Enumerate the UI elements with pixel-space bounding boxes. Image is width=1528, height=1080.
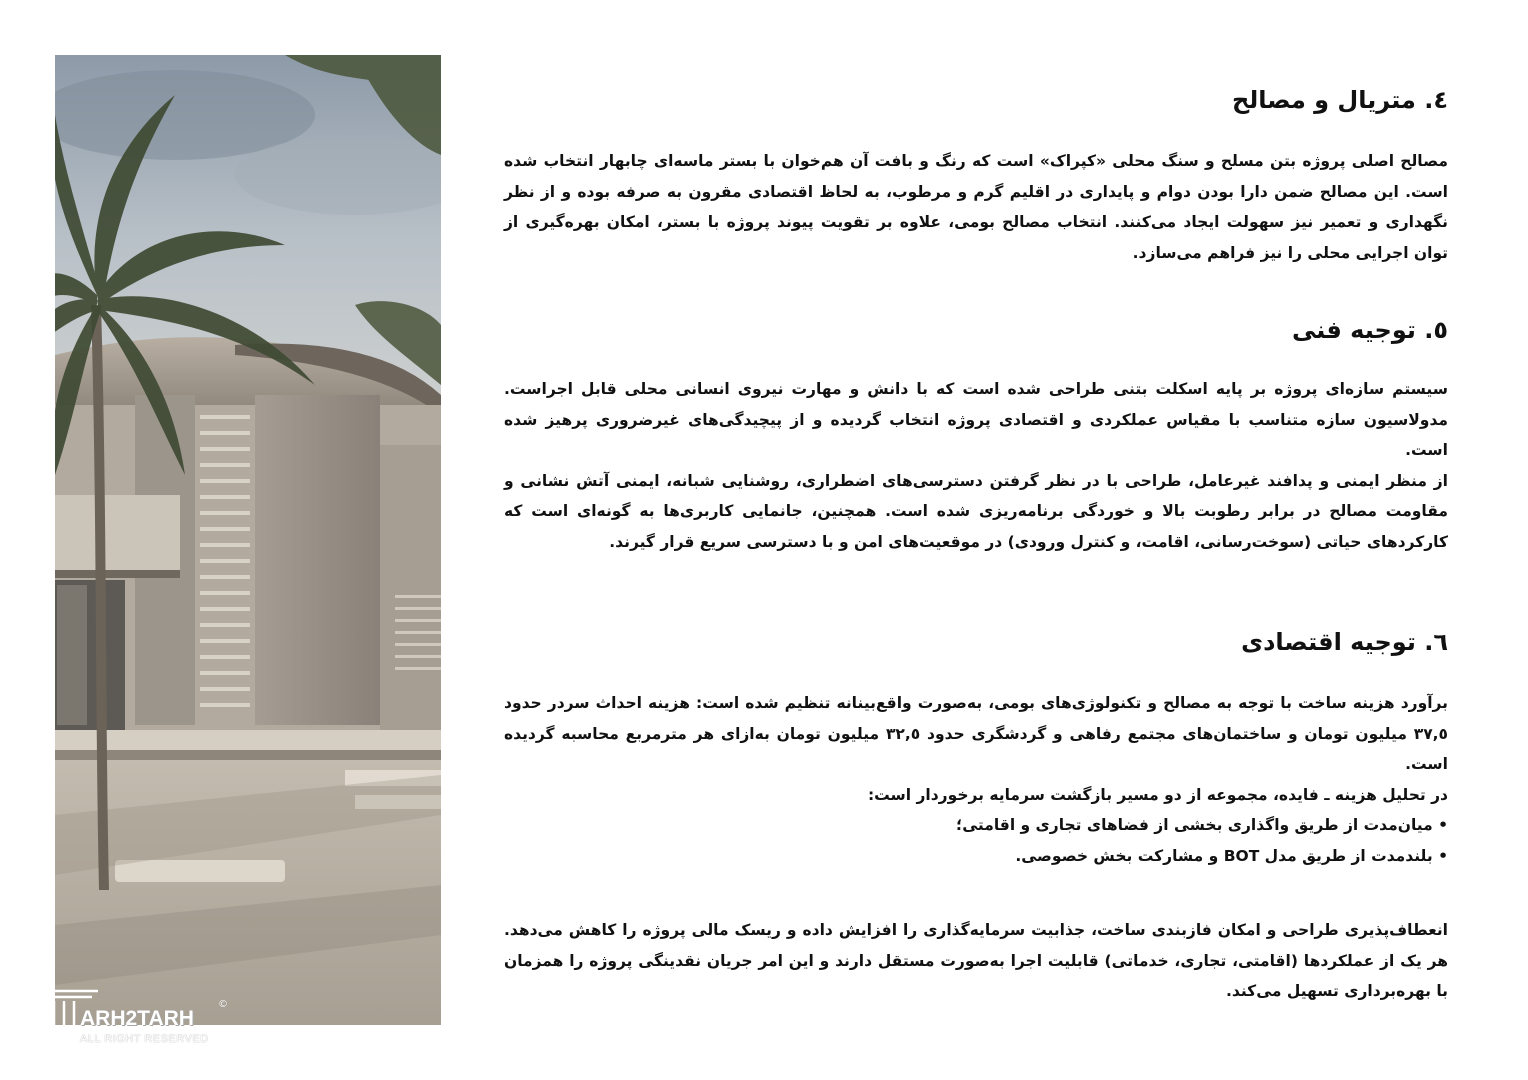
section-5-body-1: سیستم سازه‌ای پروژه بر پایه اسکلت بتنی طراحی شده است که با دانش و مهارت نیروی انسانی محلی قابل اجراست. مدولاسیون سازه متناسب با مقیاس عملکردی و اقتصادی پروژه انتخاب گردیده و از پیچیدگی‌های غیرضروری پرهیز شده است. (504, 380, 1448, 459)
watermark-logo (30, 985, 230, 1055)
copyright-mark: © (218, 999, 228, 1010)
section-6-body-1: برآورد هزینه ساخت با توجه به مصالح و تکنولوژی‌های بومی، به‌صورت واقع‌بینانه تنظیم شده است: هزینه احداث سردر حدود ٣٧,٥ میلیون تومان و ساختمان‌های مجتمع رفاهی و گردشگری حدود ٣٢,٥ میلیون تومان به‌ازای هر مترمربع محاسبه گردیده است. (504, 694, 1449, 773)
section-economic (504, 622, 1448, 1007)
watermark-brand-name: ARH2TARH (80, 1007, 194, 1030)
watermark-rights-text: ALL RIGHT RESERVED (80, 1033, 209, 1045)
architectural-render-image (55, 55, 441, 1025)
section-6-body-2: در تحلیل هزینه ـ فایده، مجموعه از دو مسیر بازگشت سرمایه برخوردار است: (867, 785, 1448, 804)
section-technical (504, 310, 1448, 557)
section-6-body-3: انعطاف‌پذیری طراحی و امکان فازبندی ساخت، جذابیت سرمایه‌گذاری را افزایش داده و ریسک مالی پروژه را کاهش می‌دهد. هر یک از عملکردها (اقامتی، تجاری، خدماتی) قابلیت اجرا به‌صورت مستقل دارند و این امر جریان نقدینگی پروژه را همزمان با بهره‌برداری تسهیل می‌کند. (504, 921, 1448, 1000)
section-5-title: ٥. توجیه فنی (1292, 316, 1448, 344)
section-4-body: مصالح اصلی پروژه بتن مسلح و سنگ محلی «کپراک» است که رنگ و بافت آن هم‌خوان با بستر ماسه‌ای چابهار انتخاب شده است. این مصالح ضمن دارا بودن دوام و پایداری در اقلیم گرم و مرطوب، به لحاظ اقتصادی مقرون به صرفه بوده و از نظر نگهداری و تعمیر نیز سهولت ایجاد می‌کنند. انتخاب مصالح بومی، علاوه بر تقویت پیوند پروژه با بستر، امکان بهره‌گیری از توان اجرایی محلی را نیز فراهم می‌سازد. (504, 152, 1448, 262)
bullet-item: • میان‌مدت از طریق واگذاری بخشی از فضاهای تجاری و اقامتی؛ (956, 816, 1448, 834)
section-4-title: ٤. متریال و مصالح (1231, 86, 1448, 114)
bullet-item: • بلندمدت از طریق مدل BOT و مشارکت بخش خصوصی. (1015, 846, 1448, 865)
section-materials (504, 80, 1448, 268)
section-6-title: ٦. توجیه اقتصادی (1241, 628, 1448, 656)
section-5-body-2: از منظر ایمنی و پدافند غیرعامل، طراحی با در نظر گرفتن دسترسی‌های اضطراری، روشنایی شبانه، ایمنی آتش نشانی و مقاومت مصالح در برابر رطوبت بالا و خوردگی برنامه‌ریزی شده است. همچنین، جانمایی کاربری‌ها به گونه‌ای است که کارکردهای حیاتی (سوخت‌رسانی، اقامت، و کنترل ورودی) در موقعیت‌های امن و با دسترسی سریع قرار گیرند. (504, 471, 1448, 551)
